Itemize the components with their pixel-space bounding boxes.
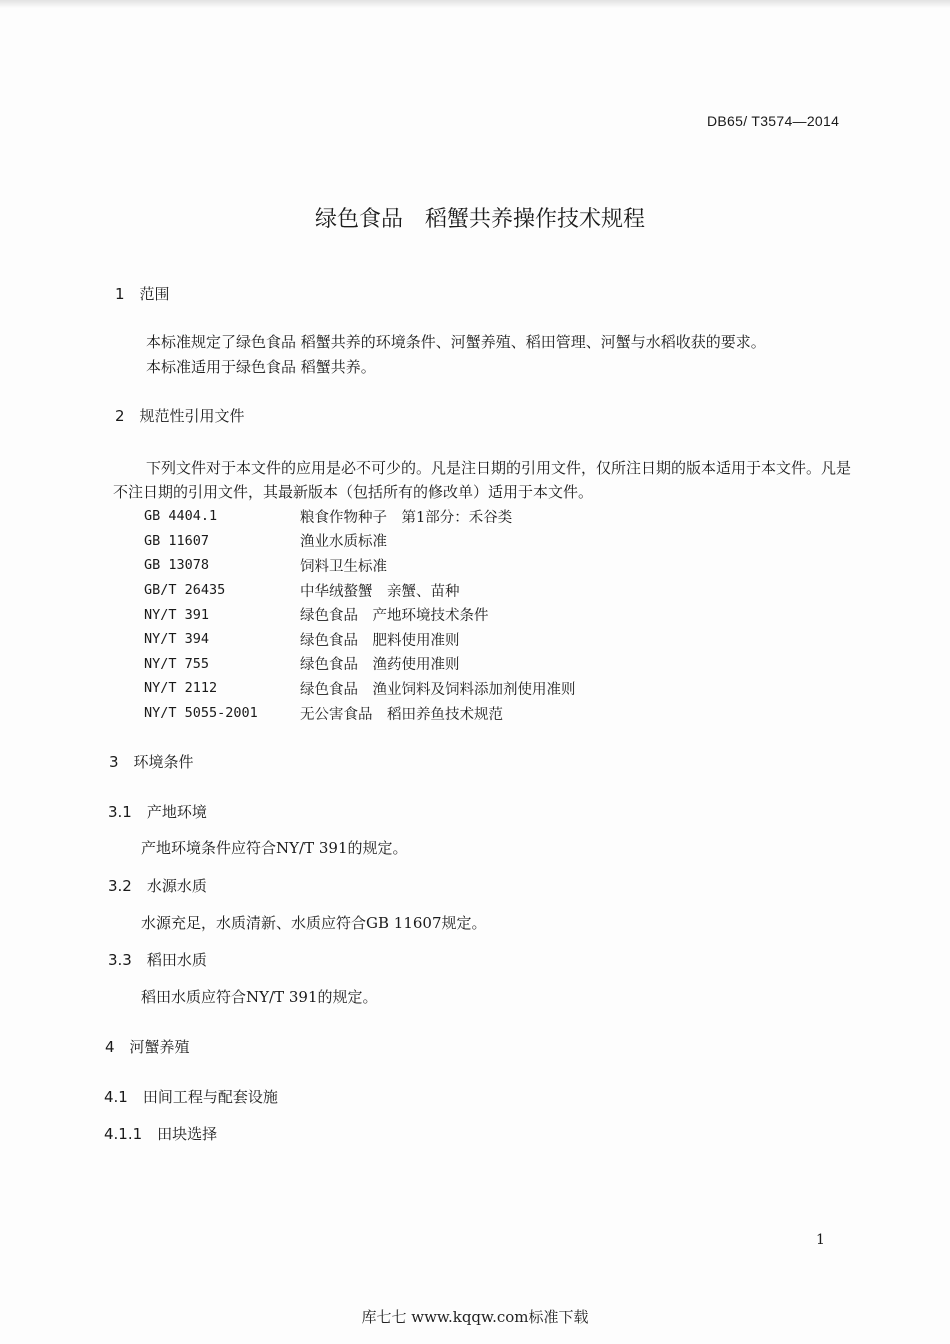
section-3-3-heading: 3.3 稻田水质: [108, 951, 207, 969]
reference-code: NY/T 755: [144, 655, 210, 672]
reference-row: [144, 602, 576, 627]
reference-row: [144, 652, 576, 677]
reference-code: GB 4404.1: [144, 508, 218, 525]
reference-row: [144, 578, 576, 603]
section-3-3-text: 稻田水质应符合NY/T 391的规定。: [141, 988, 378, 1006]
section-4-1-heading: 4.1 田间工程与配套设施: [104, 1088, 278, 1106]
section-3-1-heading: 3.1 产地环境: [108, 803, 207, 821]
reference-title: 中华绒螯蟹 亲蟹、苗种: [300, 583, 460, 600]
section-2-heading: 2 规范性引用文件: [115, 407, 245, 425]
document-title: 绿色食品 稻蟹共养操作技术规程: [314, 207, 645, 232]
reference-code: GB/T 26435: [144, 582, 226, 599]
reference-title: 无公害食品 稻田养鱼技术规范: [300, 706, 503, 723]
reference-row: [144, 627, 576, 652]
reference-title: 粮食作物种子 第1部分：禾谷类: [300, 509, 513, 526]
section-1-paragraph-2: 本标准适用于绿色食品 稻蟹共养。: [146, 358, 376, 376]
reference-title: 绿色食品 渔药使用准则: [300, 657, 460, 674]
reference-code: NY/T 391: [144, 606, 210, 623]
reference-code: NY/T 394: [144, 631, 210, 648]
reference-title: 绿色食品 产地环境技术条件: [300, 608, 489, 625]
download-footer: 库七七 www.kqqw.com标准下载: [361, 1308, 589, 1326]
reference-code: GB 13078: [144, 557, 210, 574]
normative-references-table: [144, 504, 576, 725]
reference-title: 渔业水质标准: [300, 534, 387, 551]
reference-title: 绿色食品 渔业饲料及饲料添加剂使用准则: [300, 681, 576, 698]
section-4-heading: 4 河蟹养殖: [105, 1038, 190, 1056]
section-1-heading: 1 范围: [115, 285, 170, 303]
reference-row: [144, 676, 576, 701]
section-3-2-heading: 3.2 水源水质: [108, 877, 207, 895]
scan-edge: [0, 0, 950, 8]
reference-title: 绿色食品 肥料使用准则: [300, 632, 460, 649]
page-number: 1: [816, 1232, 825, 1248]
section-3-heading: 3 环境条件: [109, 753, 194, 771]
section-2-intro: 下列文件对于本文件的应用是必不可少的。凡是注日期的引用文件，仅所注日期的版本适用于本文件。凡是不注日期的引用文件，其最新版本（包括所有的修改单）适用于本文件。: [113, 459, 852, 501]
section-1-paragraph-1: 本标准规定了绿色食品 稻蟹共养的环境条件、河蟹养殖、稻田管理、河蟹与水稻收获的要求。: [146, 333, 766, 351]
section-3-2-text: 水源充足，水质清新、水质应符合GB 11607规定。: [141, 914, 487, 932]
reference-row: [144, 701, 576, 726]
reference-row: [144, 504, 576, 529]
reference-code: GB 11607: [144, 532, 210, 549]
reference-row: [144, 553, 576, 578]
reference-code: NY/T 5055-2001: [144, 705, 258, 722]
reference-code: NY/T 2112: [144, 680, 218, 697]
standard-code: DB65/ T3574—2014: [707, 113, 840, 129]
reference-row: [144, 529, 576, 554]
section-3-1-text: 产地环境条件应符合NY/T 391的规定。: [141, 839, 408, 857]
reference-title: 饲料卫生标准: [300, 558, 387, 575]
section-4-1-1-heading: 4.1.1 田块选择: [104, 1125, 218, 1143]
